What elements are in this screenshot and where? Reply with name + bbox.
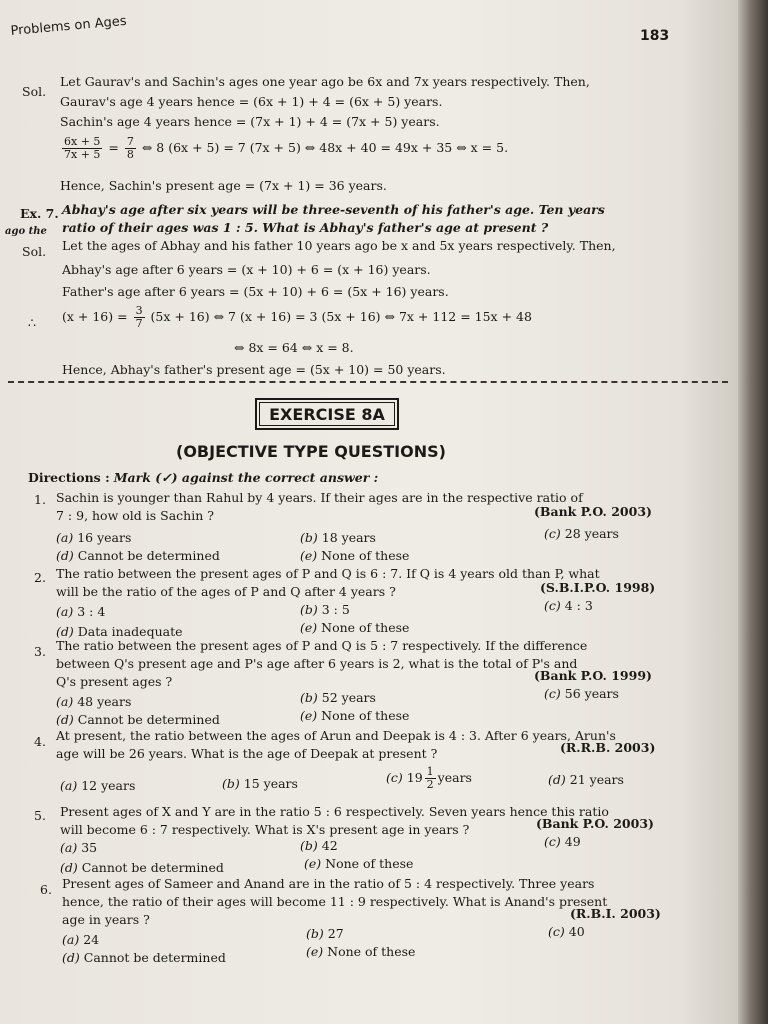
option[interactable]: (a) 35 — [60, 840, 98, 855]
question-number: 1. — [34, 492, 46, 507]
question-number: 6. — [40, 882, 52, 897]
option[interactable]: (a) 12 years — [60, 778, 136, 793]
option[interactable]: (e) None of these — [306, 944, 416, 959]
page-number: 183 — [640, 28, 670, 44]
sol-line: Gaurav's age 4 years hence = (6x + 1) + 4 = (6x + 5) years. — [60, 94, 443, 109]
section-divider — [8, 381, 728, 383]
option[interactable]: (b) 27 — [306, 926, 344, 941]
option[interactable]: (c) 4 : 3 — [544, 598, 593, 613]
option[interactable]: (d) Data inadequate — [56, 624, 183, 639]
option[interactable]: (c) 19 $\frac{1}{2}$ years — [386, 765, 472, 791]
sol-equation: (x + 16) = $\frac{3}{7}$ (5x + 16) ⇔ 7 (x + 16) = 3 (5x + 16) ⇔ 7x + 112 = 15x + 48 — [62, 304, 532, 330]
option[interactable]: (b) 18 years — [300, 530, 376, 545]
sol-line: Abhay's age after 6 years = (x + 10) + 6 = (x + 16) years. — [62, 262, 431, 277]
sol-line: Let Gaurav's and Sachin's ages one year ago be 6x and 7x years respectively. Then, — [60, 74, 590, 89]
question-source: (R.R.B. 2003) — [560, 740, 656, 755]
sol-equation: ⇔ 8x = 64 ⇔ x = 8. — [234, 340, 354, 355]
question-number: 4. — [34, 734, 46, 749]
question-text: hence, the ratio of their ages will become 11 : 9 respectively. What is Anand's present — [62, 894, 608, 909]
option[interactable]: (a) 48 years — [56, 694, 132, 709]
fraction: $\frac{7}{8}$ — [126, 135, 134, 161]
option[interactable]: (d) Cannot be determined — [60, 860, 224, 875]
question-text: The ratio between the present ages of P and Q is 6 : 7. If Q is 4 years old than P, what — [56, 566, 600, 581]
option[interactable]: (c) 28 years — [544, 526, 619, 541]
directions-label: Directions : — [28, 470, 110, 485]
option[interactable]: (c) 40 — [548, 924, 585, 939]
fraction: $\frac{6x + 5}{7x + 5}$ — [64, 135, 101, 161]
option[interactable]: (d) Cannot be determined — [62, 950, 226, 965]
option[interactable]: (a) 3 : 4 — [56, 604, 106, 619]
sol-line: Let the ages of Abhay and his father 10 years ago be x and 5x years respectively. Then, — [62, 238, 616, 253]
option[interactable]: (b) 42 — [300, 838, 338, 853]
question-text: Present ages of X and Y are in the ratio 5 : 6 respectively. Seven years hence this ratio — [60, 804, 609, 819]
question-source: (S.B.I.P.O. 1998) — [540, 580, 656, 595]
question-text: Present ages of Sameer and Anand are in the ratio of 5 : 4 respectively. Three years — [62, 876, 595, 891]
question-text: Sachin is younger than Rahul by 4 years. If their ages are in the respective ratio of — [56, 490, 583, 505]
question-number: 5. — [34, 808, 46, 823]
therefore-symbol: ∴ — [28, 315, 36, 330]
option[interactable]: (d) Cannot be determined — [56, 548, 220, 563]
option[interactable]: (c) 49 — [544, 834, 581, 849]
example-question: ratio of their ages was 1 : 5. What is Abhay's father's age at present ? — [62, 220, 549, 235]
option[interactable]: (b) 15 years — [222, 776, 298, 791]
option[interactable]: (a) 16 years — [56, 530, 132, 545]
question-text: between Q's present age and P's age after 6 years is 2, what is the total of P's and — [56, 656, 578, 671]
question-text: At present, the ratio between the ages of Arun and Deepak is 4 : 3. After 6 years, Arun's — [56, 728, 616, 743]
exercise-title: EXERCISE 8A — [255, 398, 399, 430]
book-spine-shadow — [738, 0, 768, 1024]
question-number: 2. — [34, 570, 46, 585]
sol-equation: $\frac{6x + 5}{7x + 5}$ = $\frac{7}{8}$ ⇔ 8 (6x + 5) = 7 (7x + 5) ⇔ 48x + 40 = 49x + 35 ⇔ x = 5. — [64, 135, 509, 161]
option[interactable]: (e) None of these — [300, 620, 410, 635]
sol-line: Father's age after 6 years = (5x + 10) + 6 = (5x + 16) years. — [62, 284, 449, 299]
sol-conclusion: Hence, Sachin's present age = (7x + 1) = 36 years. — [60, 178, 387, 193]
option[interactable]: (e) None of these — [304, 856, 414, 871]
question-source: (Bank P.O. 1999) — [534, 668, 652, 683]
question-text: 7 : 9, how old is Sachin ? — [56, 508, 214, 523]
option[interactable]: (b) 3 : 5 — [300, 602, 350, 617]
option[interactable]: (c) 56 years — [544, 686, 619, 701]
question-source: (Bank P.O. 2003) — [534, 504, 652, 519]
option[interactable]: (e) None of these — [300, 708, 410, 723]
question-source: (R.B.I. 2003) — [570, 906, 661, 921]
option[interactable]: (b) 52 years — [300, 690, 376, 705]
option[interactable]: (e) None of these — [300, 548, 410, 563]
question-number: 3. — [34, 644, 46, 659]
directions-text: Mark (✓) against the correct answer : — [113, 470, 379, 485]
option[interactable]: (d) Cannot be determined — [56, 712, 220, 727]
sol-line: Sachin's age 4 years hence = (7x + 1) + 4 = (7x + 5) years. — [60, 114, 440, 129]
exercise-subtitle: (OBJECTIVE TYPE QUESTIONS) — [176, 442, 446, 461]
question-text: age will be 26 years. What is the age of Deepak at present ? — [56, 746, 438, 761]
sol-label: Sol. — [22, 84, 47, 99]
question-text: will be the ratio of the ages of P and Q after 4 years ? — [56, 584, 396, 599]
fraction: $\frac{1}{2}$ — [426, 765, 434, 791]
sol-label: Sol. — [22, 244, 47, 259]
margin-note: ago the — [5, 226, 47, 237]
example-question: Abhay's age after six years will be three-seventh of his father's age. Ten years — [62, 202, 605, 217]
fraction: $\frac{3}{7}$ — [135, 304, 143, 330]
running-header: Problems on Ages — [10, 13, 128, 39]
question-source: (Bank P.O. 2003) — [536, 816, 654, 831]
option[interactable]: (a) 24 — [62, 932, 100, 947]
option[interactable]: (d) 21 years — [548, 772, 624, 787]
question-text: will become 6 : 7 respectively. What is X's present age in years ? — [60, 822, 470, 837]
question-text: age in years ? — [62, 912, 150, 927]
example-label: Ex. 7. — [20, 206, 59, 221]
question-text: Q's present ages ? — [56, 674, 173, 689]
directions — [28, 470, 378, 485]
question-text: The ratio between the present ages of P and Q is 5 : 7 respectively. If the difference — [56, 638, 588, 653]
sol-conclusion: Hence, Abhay's father's present age = (5x + 10) = 50 years. — [62, 362, 446, 377]
